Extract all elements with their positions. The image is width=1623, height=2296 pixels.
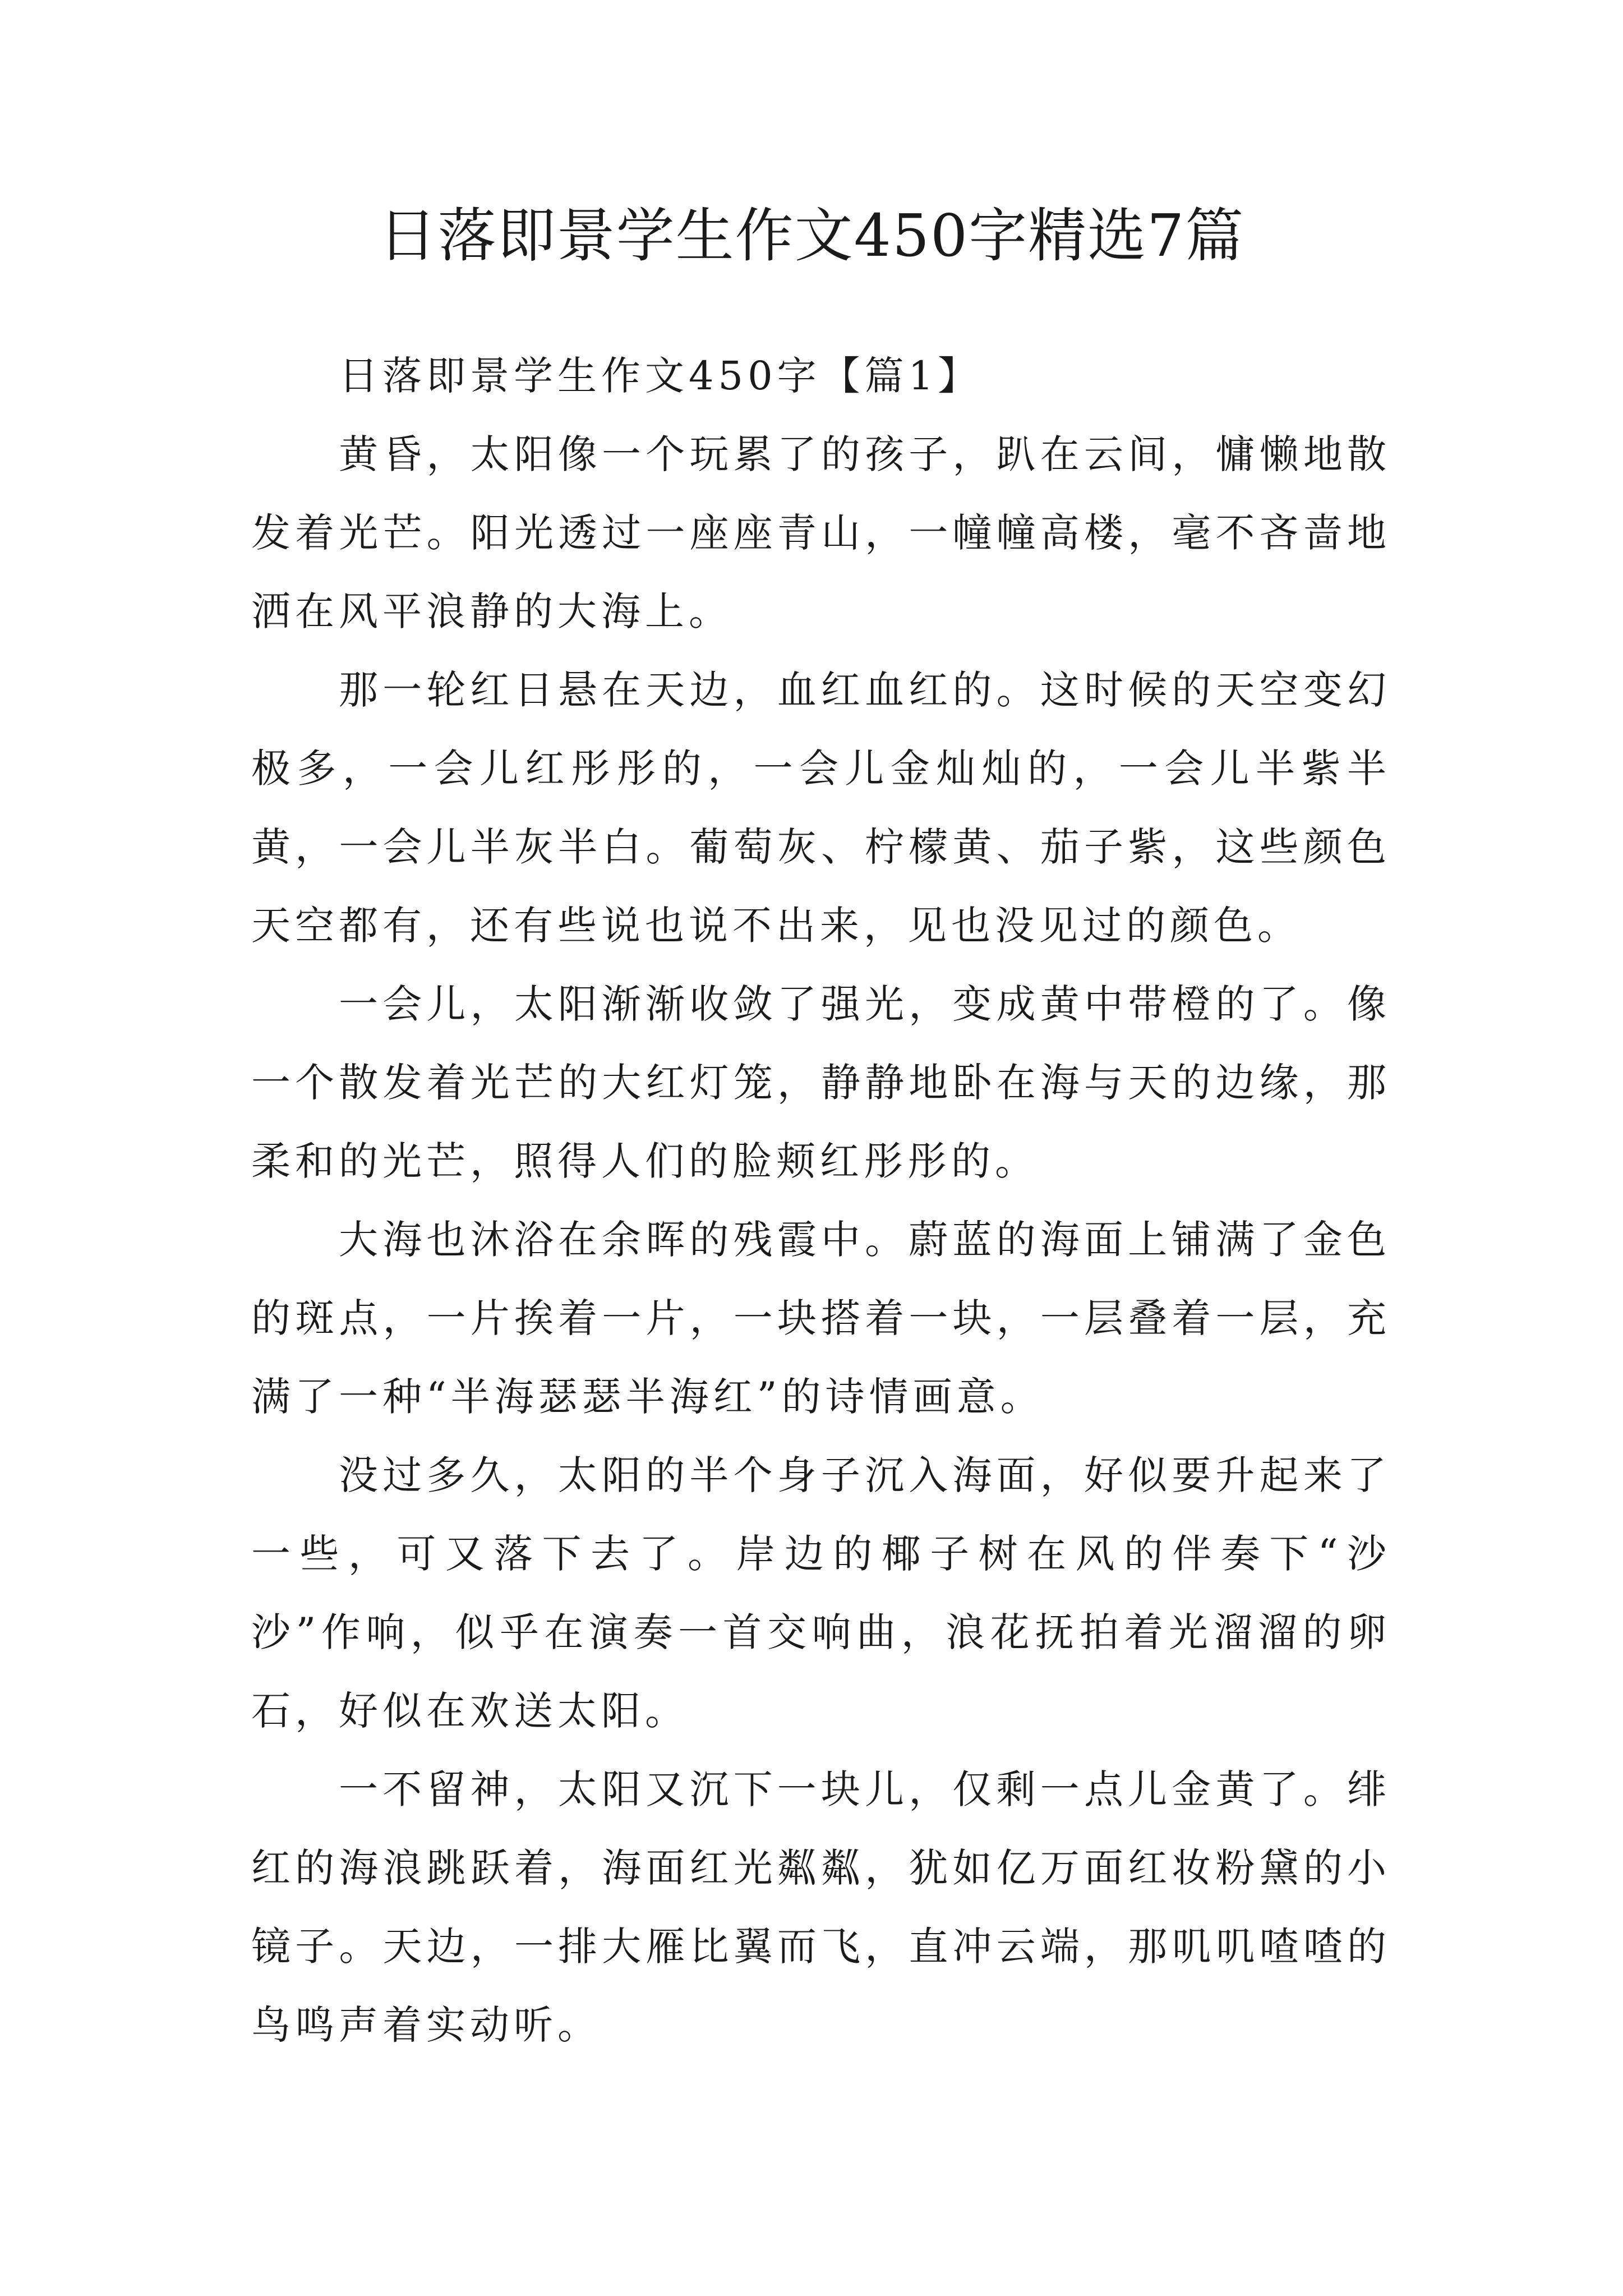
- paragraph: 黄昏，太阳像一个玩累了的孩子，趴在云间，慵懒地散发着光芒。阳光透过一座座青山，一幢幢高楼，毫不吝啬地洒在风平浪静的大海上。: [251, 431, 1391, 634]
- document-title: 日落即景学生作文450字精选7篇: [378, 201, 1245, 270]
- paragraph: 一不留神，太阳又沉下一块儿，仅剩一点儿金黄了。绯红的海浪跳跃着，海面红光粼粼，犹如亿万面红妆粉黛的小镜子。天边，一排大雁比翼而飞，直冲云端，那叽叽喳喳的鸟鸣声着实动听。: [251, 1766, 1391, 2048]
- paragraph: 没过多久，太阳的半个身子沉入海面，好似要升起来了一些，可又落下去了。岸边的椰子树在风的伴奏下“沙沙”作响，似乎在演奏一首交响曲，浪花抚拍着光溜溜的卵石，好似在欢送太阳。: [251, 1452, 1391, 1734]
- paragraph: 一会儿，太阳渐渐收敛了强光，变成黄中带橙的了。像一个散发着光芒的大红灯笼，静静地卧在海与天的边缘，那柔和的光芒，照得人们的脸颊红彤彤的。: [251, 981, 1391, 1184]
- section-heading: 日落即景学生作文450字【篇1】: [339, 353, 982, 399]
- paragraph: 大海也沐浴在余晖的残霞中。蔚蓝的海面上铺满了金色的斑点，一片挨着一片，一块搭着一块，一层叠着一层，充满了一种“半海瑟瑟半海红”的诗情画意。: [251, 1217, 1391, 1420]
- document-body: [251, 337, 1391, 2064]
- paragraph: 那一轮红日悬在天边，血红血红的。这时候的天空变幻极多，一会儿红彤彤的，一会儿金灿灿的，一会儿半紫半黄，一会儿半灰半白。葡萄灰、柠檬黄、茄子紫，这些颜色天空都有，还有些说也说不出来，见也没见过的颜色。: [251, 667, 1391, 949]
